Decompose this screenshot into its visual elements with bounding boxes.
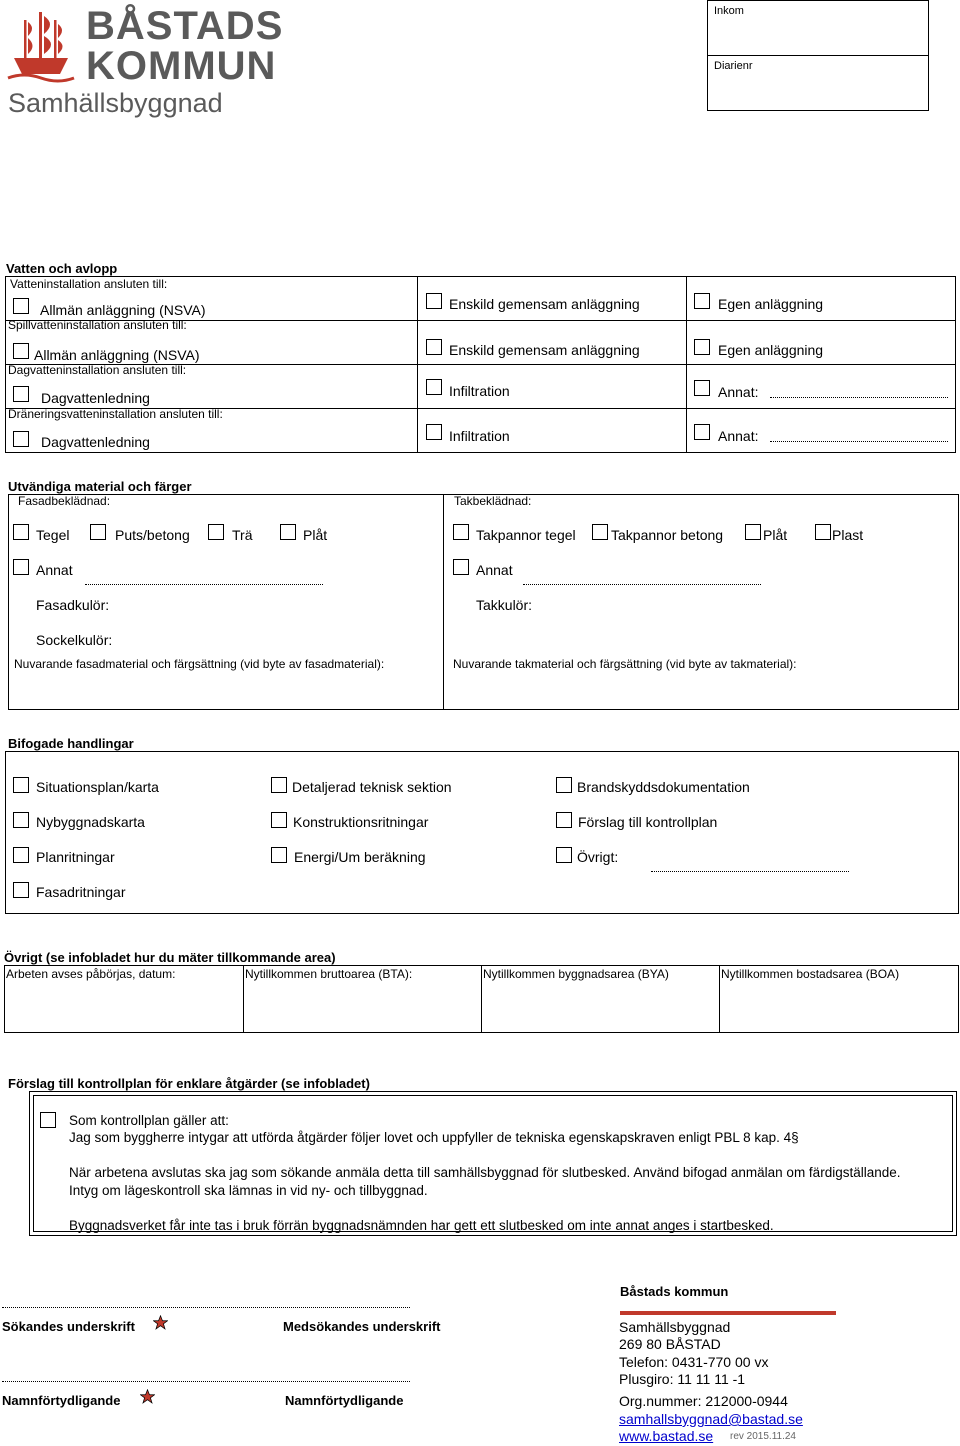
control-checkbox[interactable] [40, 1112, 56, 1128]
inkom-label: Inkom [714, 5, 744, 17]
other-title: Övrigt (se infobladet hur du mäter tillkommande area) [4, 950, 336, 965]
facade-plinth: Sockelkulör: [36, 632, 113, 648]
contact-web-link[interactable]: www.bastad.se [619, 1428, 714, 1444]
water-row4-opt2-checkbox[interactable] [426, 424, 442, 440]
att-col3-1-checkbox[interactable] [556, 777, 572, 793]
water-row4-other-field[interactable] [770, 441, 948, 442]
water-row2-opt2-checkbox[interactable] [426, 339, 442, 355]
logo-line3: Samhällsbyggnad [8, 88, 223, 118]
facade-opt2: Puts/betong [115, 527, 190, 543]
contact-plusgiro: Plusgiro: 11 11 11 -1 [619, 1371, 746, 1387]
att-col1-1: Situationsplan/karta [36, 779, 159, 795]
att-col3-1: Brandskyddsdokumentation [577, 779, 750, 795]
control-line5: Byggnadsverket får inte tas i bruk förrän byggnadsnämnden har gett ett slutbesked om inte annat anges i startbesked. [69, 1218, 774, 1233]
logo [6, 4, 286, 124]
contact-org: Båstads kommun [620, 1284, 729, 1299]
applicant-sign-label: Sökandes underskrift [2, 1319, 135, 1334]
name-line[interactable] [2, 1381, 410, 1382]
roof-heading: Takbeklädnad: [454, 494, 532, 508]
co-applicant-sign-label: Medsökandes underskrift [283, 1319, 441, 1334]
att-col1-1-checkbox[interactable] [13, 777, 29, 793]
facade-opt1: Tegel [36, 527, 70, 543]
att-other-field[interactable] [651, 871, 849, 872]
roof-opt4: Plast [832, 527, 864, 543]
roof-other-field[interactable] [523, 584, 761, 585]
water-row3-opt1: Dagvattenledning [41, 390, 150, 406]
roof-opt4-checkbox[interactable] [815, 524, 831, 540]
att-col1-4: Fasadritningar [36, 884, 126, 900]
control-line2: Jag som byggherre intygar att utförda åtgärder följer lovet och uppfyller de tekniska egenskapskraven enligt PBL 8 kap. 4§ [69, 1130, 799, 1145]
contact-email-link[interactable]: samhallsbyggnad@bastad.se [619, 1411, 803, 1427]
att-col2-1-checkbox[interactable] [271, 777, 287, 793]
facade-opt3: Trä [232, 527, 253, 543]
attachments-box [5, 751, 959, 914]
att-col1-3-checkbox[interactable] [13, 847, 29, 863]
water-row3-opt3-checkbox[interactable] [694, 380, 710, 396]
required-star-icon [153, 1315, 168, 1330]
water-row1-opt1-checkbox[interactable] [13, 298, 29, 314]
att-col2-2: Konstruktionsritningar [293, 814, 429, 830]
water-row2-opt3-checkbox[interactable] [694, 339, 710, 355]
logo-line1: BÅSTADS [86, 4, 284, 48]
att-col3-2-checkbox[interactable] [556, 812, 572, 828]
water-row4-opt3-checkbox[interactable] [694, 424, 710, 440]
water-row3-opt2: Infiltration [449, 383, 510, 399]
water-title: Vatten och avlopp [6, 261, 118, 276]
facade-color: Fasadkulör: [36, 597, 110, 613]
control-line1: Som kontrollplan gäller att: [69, 1113, 229, 1128]
water-row4-heading: Dräneringsvatteninstallation ansluten till: [8, 407, 223, 421]
roof-opt2-checkbox[interactable] [592, 524, 608, 540]
water-row3-other-field[interactable] [770, 397, 948, 398]
water-row1-opt1: Allmän anläggning (NSVA) [40, 302, 206, 318]
water-row2-opt1-checkbox[interactable] [13, 343, 29, 359]
facade-opt4: Plåt [303, 527, 328, 543]
att-col3-2: Förslag till kontrollplan [578, 814, 718, 830]
contact-dept: Samhällsbyggnad [619, 1319, 731, 1335]
water-row3-opt2-checkbox[interactable] [426, 379, 442, 395]
control-title: Förslag till kontrollplan för enklare åtgärder (se infobladet) [8, 1076, 370, 1091]
attachments-title: Bifogade handlingar [8, 736, 134, 751]
water-row1-opt3: Egen anläggning [718, 296, 824, 312]
name-label-2: Namnförtydligande [285, 1393, 404, 1408]
water-row1-heading: Vatteninstallation ansluten till: [10, 277, 168, 291]
water-row4-opt2: Infiltration [449, 428, 510, 444]
roof-opt2: Takpannor betong [611, 527, 724, 543]
roof-opt3: Plåt [763, 527, 788, 543]
contact-orgnr: Org.nummer: 212000-0944 [619, 1393, 788, 1409]
water-row2-opt1: Allmän anläggning (NSVA) [34, 347, 200, 363]
att-col1-2: Nybyggnadskarta [36, 814, 145, 830]
roof-opt1-checkbox[interactable] [453, 524, 469, 540]
facade-opt1-checkbox[interactable] [13, 524, 29, 540]
contact-phone: Telefon: 0431-770 00 vx [619, 1354, 769, 1370]
revision-label: rev 2015.11.24 [730, 1431, 796, 1442]
exterior-title: Utvändiga material och färger [8, 479, 192, 494]
applicant-sign-line[interactable] [2, 1307, 410, 1308]
water-row3-heading: Dagvatteninstallation ansluten till: [8, 363, 187, 377]
contact-address: 269 80 BÅSTAD [619, 1336, 721, 1352]
water-row4-opt1-checkbox[interactable] [13, 431, 29, 447]
facade-opt2-checkbox[interactable] [90, 524, 106, 540]
water-row2-opt3: Egen anläggning [718, 342, 824, 358]
diarienr-label: Diarienr [714, 60, 753, 72]
diarienr-box[interactable] [707, 55, 929, 111]
water-row4-opt3: Annat: [718, 428, 759, 444]
roof-other-checkbox[interactable] [453, 559, 469, 575]
att-col3-3-checkbox[interactable] [556, 847, 572, 863]
inkom-box[interactable] [707, 0, 929, 56]
roof-opt1: Takpannor tegel [476, 527, 576, 543]
water-row2-opt2: Enskild gemensam anläggning [449, 342, 640, 358]
roof-color: Takkulör: [476, 597, 533, 613]
water-row4-opt1: Dagvattenledning [41, 434, 150, 450]
att-col2-3-checkbox[interactable] [271, 847, 287, 863]
att-col1-4-checkbox[interactable] [13, 882, 29, 898]
water-row1-opt3-checkbox[interactable] [694, 293, 710, 309]
other-cell1[interactable]: Arbeten avses påbörjas, datum: [6, 967, 176, 981]
att-col2-3: Energi/Um beräkning [294, 849, 426, 865]
control-line4: Intyg om lägeskontroll ska lämnas in vid ny- och tillbyggnad. [69, 1183, 428, 1198]
facade-opt3-checkbox[interactable] [208, 524, 224, 540]
facade-opt4-checkbox[interactable] [280, 524, 296, 540]
water-row1-opt2: Enskild gemensam anläggning [449, 296, 640, 312]
att-col1-2-checkbox[interactable] [13, 812, 29, 828]
att-col1-3: Planritningar [36, 849, 115, 865]
facade-other-field[interactable] [85, 584, 323, 585]
water-row2-heading: Spillvatteninstallation ansluten till: [8, 318, 187, 332]
control-line3: När arbetena avslutas ska jag som sökande anmäla detta till samhällsbyggnad för slutbesked. Använd bifogad anmälan om färdigställande. [69, 1165, 901, 1180]
water-row3-opt3: Annat: [718, 384, 759, 400]
roof-opt3-checkbox[interactable] [745, 524, 761, 540]
att-col2-1: Detaljerad teknisk sektion [292, 779, 452, 795]
att-col2-2-checkbox[interactable] [271, 812, 287, 828]
logo-line2: KOMMUN [86, 44, 277, 88]
ship-icon [6, 6, 76, 86]
facade-other: Annat [36, 562, 73, 578]
required-star-icon [140, 1389, 155, 1404]
brand-stripe [620, 1311, 836, 1315]
other-cell3[interactable]: Nytillkommen byggnadsarea (BYA) [483, 967, 669, 981]
facade-heading: Fasadbeklädnad: [18, 494, 111, 508]
water-row3-opt1-checkbox[interactable] [13, 386, 29, 402]
other-cell4[interactable]: Nytillkommen bostadsarea (BOA) [721, 967, 900, 981]
name-label-1: Namnförtydligande [2, 1393, 121, 1408]
other-cell2[interactable]: Nytillkommen bruttoarea (BTA): [245, 967, 413, 981]
facade-current: Nuvarande fasadmaterial och färgsättning (vid byte av fasadmaterial): [14, 657, 385, 671]
roof-other: Annat [476, 562, 513, 578]
water-row1-opt2-checkbox[interactable] [426, 293, 442, 309]
att-col3-3: Övrigt: [577, 849, 619, 865]
facade-other-checkbox[interactable] [13, 559, 29, 575]
roof-current: Nuvarande takmaterial och färgsättning (vid byte av takmaterial): [453, 657, 797, 671]
